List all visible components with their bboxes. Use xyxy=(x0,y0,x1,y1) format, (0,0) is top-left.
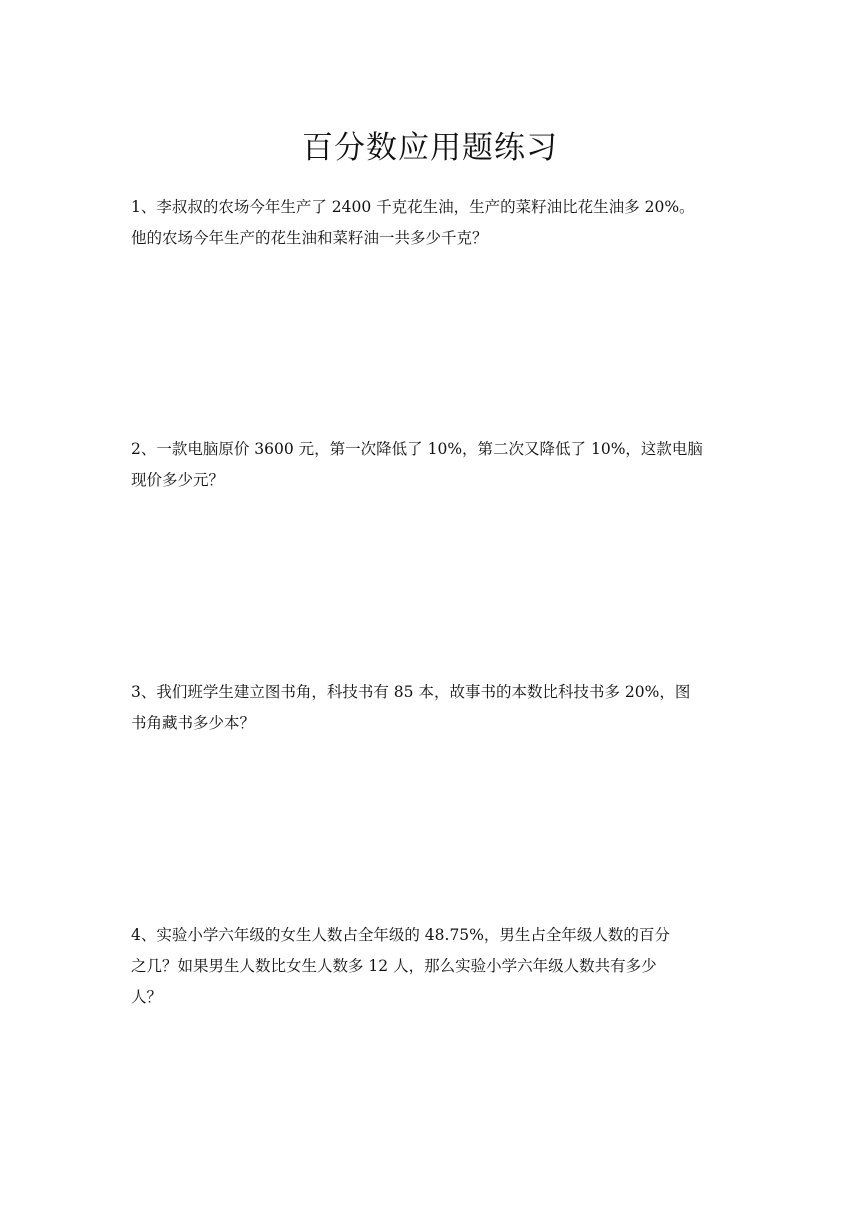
problem-4-line-3: 人？ xyxy=(131,988,163,1006)
problem-2-line-2: 现价多少元？ xyxy=(131,471,225,489)
problem-3 xyxy=(131,677,731,739)
page-title: 百分数应用题练习 xyxy=(302,129,558,166)
problem-3-line-1: 3、我们班学生建立图书角，科技书有 85 本，故事书的本数比科技书多 20%，图 xyxy=(131,683,691,701)
problem-1-line-2: 他的农场今年生产的花生油和菜籽油一共多少千克？ xyxy=(131,229,488,247)
problem-4-line-1: 4、实验小学六年级的女生人数占全年级的 48.75%，男生占全年级人数的百分 xyxy=(131,926,670,944)
problem-2-line-1: 2、一款电脑原价 3600 元，第一次降低了 10%，第二次又降低了 10%，这款电脑 xyxy=(131,440,703,458)
problem-1 xyxy=(131,192,731,254)
problem-2 xyxy=(131,434,731,496)
problem-1-line-1: 1、李叔叔的农场今年生产了 2400 千克花生油，生产的菜籽油比花生油多 20%。 xyxy=(131,198,695,216)
problem-4 xyxy=(131,920,731,1013)
problem-3-line-2: 书角藏书多少本？ xyxy=(131,714,256,732)
problem-4-line-2: 之几？如果男生人数比女生人数多 12 人，那么实验小学六年级人数共有多少 xyxy=(131,957,657,975)
